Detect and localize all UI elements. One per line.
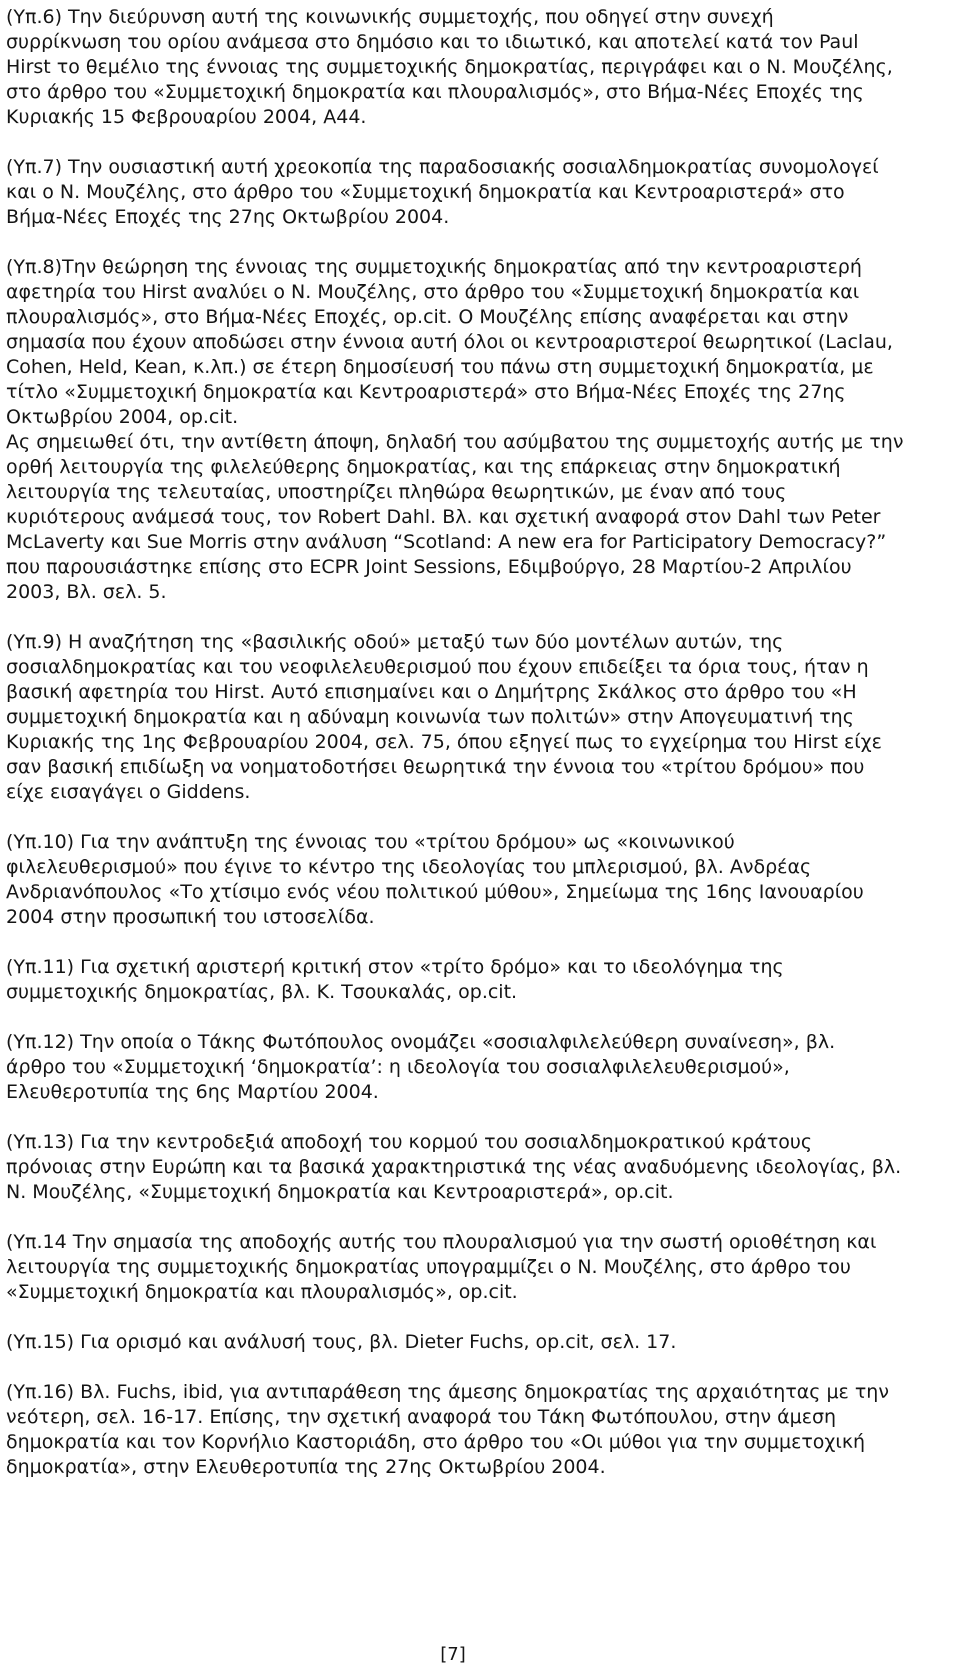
footnote-line: Ας σημειωθεί ότι, την αντίθετη άποψη, δηλαδή του ασύμβατου της συμμετοχής αυτής με την xyxy=(6,430,904,453)
footnote-line: πλουραλισμός», στο Βήμα-Νέες Εποχές, op.cit. Ο Μουζέλης επίσης αναφέρεται και στην xyxy=(6,305,849,328)
footnote-line: Hirst το θεμέλιο της έννοιας της συμμετοχικής δημοκρατίας, περιγράφει και ο Ν. Μουζέλης, xyxy=(6,55,893,78)
footnote-10 xyxy=(6,830,954,930)
footnote-line: 2004 στην προσωπική του ιστοσελίδα. xyxy=(6,905,375,928)
footnote-line: σοσιαλδημοκρατίας και του νεοφιλελευθερισμού που έχουν επιδείξει τα όρια τους, ήταν η xyxy=(6,655,869,678)
footnote-line: συμμετοχικής δημοκρατίας, βλ. Κ. Τσουκαλάς, op.cit. xyxy=(6,980,518,1003)
footnote-6 xyxy=(6,5,954,130)
footnote-11 xyxy=(6,955,954,1005)
footnote-line: (Υπ.7) Την ουσιαστική αυτή χρεοκοπία της παραδοσιακής σοσιαλδημοκρατίας συνομολογεί xyxy=(6,155,879,178)
footnote-line: (Υπ.12) Την οποία ο Τάκης Φωτόπουλος ονομάζει «σοσιαλφιλελεύθερη συναίνεση», βλ. xyxy=(6,1030,836,1053)
footnote-7 xyxy=(6,155,954,230)
footnote-line: Ν. Μουζέλης, «Συμμετοχική δημοκρατία και Κεντροαριστερά», op.cit. xyxy=(6,1180,674,1203)
footnote-line: σημασία που έχουν αποδώσει στην έννοια αυτή όλοι οι κεντροαριστεροί θεωρητικοί (Laclau, xyxy=(6,330,893,353)
footnote-14 xyxy=(6,1230,954,1305)
footnote-line: Οκτωβρίου 2004, op.cit. xyxy=(6,405,239,428)
footnote-line: (Υπ.15) Για ορισμό και ανάλυσή τους, βλ. Dieter Fuchs, op.cit, σελ. 17. xyxy=(6,1330,677,1353)
footnote-line: φιλελευθερισμού» που έγινε το κέντρο της ιδεολογίας του μπλερισμού, βλ. Ανδρέας xyxy=(6,855,812,878)
footnote-line: Κυριακής της 1ης Φεβρουαρίου 2004, σελ. 75, όπου εξηγεί πως το εγχείρημα του Hirst είχε xyxy=(6,730,882,753)
footnote-line: συρρίκνωση του ορίου ανάμεσα στο δημόσιο και το ιδιωτικό, και αποτελεί κατά τον Paul xyxy=(6,30,859,53)
footnote-line: (Υπ.6) Την διεύρυνση αυτή της κοινωνικής συμμετοχής, που οδηγεί στην συνεχή xyxy=(6,5,774,28)
footnote-line: Βήμα-Νέες Εποχές της 27ης Οκτωβρίου 2004. xyxy=(6,205,450,228)
footnote-16 xyxy=(6,1380,954,1480)
footnote-line: (Υπ.11) Για σχετική αριστερή κριτική στον «τρίτο δρόμο» και το ιδεολόγημα της xyxy=(6,955,784,978)
footnote-line: λειτουργία της συμμετοχικής δημοκρατίας υπογραμμίζει ο Ν. Μουζέλης, στο άρθρο του xyxy=(6,1255,851,1278)
footnote-line: «Συμμετοχική δημοκρατία και πλουραλισμός», op.cit. xyxy=(6,1280,518,1303)
footnote-line: 2003, Βλ. σελ. 5. xyxy=(6,580,167,603)
footnote-line: Κυριακής 15 Φεβρουαρίου 2004, Α44. xyxy=(6,105,367,128)
footnote-line: (Υπ.13) Για την κεντροδεξιά αποδοχή του κορμού του σοσιαλδημοκρατικού κράτους xyxy=(6,1130,813,1153)
footnote-line: πρόνοιας στην Ευρώπη και τα βασικά χαρακτηριστικά της νέας αναδυόμενης ιδεολογίας, βλ. xyxy=(6,1155,902,1178)
footnote-line: (Υπ.16) Βλ. Fuchs, ibid, για αντιπαράθεση της άμεσης δημοκρατίας της αρχαιότητας με την xyxy=(6,1380,889,1403)
footnote-line: (Υπ.9) Η αναζήτηση της «βασιλικής οδού» μεταξύ των δύο μοντέλων αυτών, της xyxy=(6,630,784,653)
footnote-8 xyxy=(6,255,954,605)
footnote-line: Cohen, Held, Kean, κ.λπ.) σε έτερη δημοσίευσή του πάνω στη συμμετοχική δημοκρατία, με xyxy=(6,355,874,378)
page-number: [7] xyxy=(440,1644,466,1665)
footnote-9 xyxy=(6,630,954,805)
footnote-13 xyxy=(6,1130,954,1205)
footnote-line: (Υπ.14 Την σημασία της αποδοχής αυτής του πλουραλισμού για την σωστή οριοθέτηση και xyxy=(6,1230,877,1253)
footnote-line: είχε εισαγάγει ο Giddens. xyxy=(6,780,251,803)
footnote-line: στο άρθρο του «Συμμετοχική δημοκρατία και πλουραλισμός», στο Βήμα-Νέες Εποχές της xyxy=(6,80,864,103)
footnote-line: συμμετοχική δημοκρατία και η αδύναμη κοινωνία των πολιτών» στην Απογευματινή της xyxy=(6,705,854,728)
footnote-line: McLaverty και Sue Morris στην ανάλυση “Scotland: A new era for Participatory Democracy?” xyxy=(6,530,887,553)
footnote-line: λειτουργία της τελευταίας, υποστηρίζει πληθώρα θεωρητικών, με έναν από τους xyxy=(6,480,787,503)
footnote-line: δημοκρατία και τον Κορνήλιο Καστοριάδη, στο άρθρο του «Οι μύθοι για την συμμετοχική xyxy=(6,1430,866,1453)
footnote-line: που παρουσιάστηκε επίσης στο ECPR Joint Sessions, Εδιμβούργο, 28 Μαρτίου-2 Απριλίου xyxy=(6,555,852,578)
footnote-line: κυριότερους ανάμεσά τους, τον Robert Dahl. Βλ. και σχετική αναφορά στον Dahl των Peter xyxy=(6,505,881,528)
footnote-line: Ελευθεροτυπία της 6ης Μαρτίου 2004. xyxy=(6,1080,379,1103)
footnote-15 xyxy=(6,1330,954,1355)
footnote-line: σαν βασική επιδίωξη να νοηματοδοτήσει θεωρητικά την έννοια του «τρίτου δρόμου» που xyxy=(6,755,865,778)
footnote-12 xyxy=(6,1030,954,1105)
footnote-line: αφετηρία του Hirst αναλύει ο Ν. Μουζέλης, στο άρθρο του «Συμμετοχική δημοκρατία και xyxy=(6,280,860,303)
footnotes-body xyxy=(6,5,954,1505)
footnote-line: νεότερη, σελ. 16-17. Επίσης, την σχετική αναφορά του Τάκη Φωτόπουλου, στην άμεση xyxy=(6,1405,837,1428)
footnote-line: ορθή λειτουργία της φιλελεύθερης δημοκρατίας, και της επάρκειας στην δημοκρατική xyxy=(6,455,841,478)
footnote-line: (Υπ.10) Για την ανάπτυξη της έννοιας του «τρίτου δρόμου» ως «κοινωνικού xyxy=(6,830,735,853)
footnote-line: δημοκρατία», στην Ελευθεροτυπία της 27ης Οκτωβρίου 2004. xyxy=(6,1455,606,1478)
footnote-line: (Υπ.8)Την θεώρηση της έννοιας της συμμετοχικής δημοκρατίας από την κεντροαριστερή xyxy=(6,255,862,278)
footnote-line: τίτλο «Συμμετοχική δημοκρατία και Κεντροαριστερά» στο Βήμα-Νέες Εποχές της 27ης xyxy=(6,380,846,403)
footnote-line: και ο Ν. Μουζέλης, στο άρθρο του «Συμμετοχική δημοκρατία και Κεντροαριστερά» στο xyxy=(6,180,845,203)
footnote-line: Ανδριανόπουλος «Το χτίσιμο ενός νέου πολιτικού μύθου», Σημείωμα της 16ης Ιανουαρίου xyxy=(6,880,864,903)
footnote-line: βασική αφετηρία του Hirst. Αυτό επισημαίνει και ο Δημήτρης Σκάλκος στο άρθρο του «Η xyxy=(6,680,857,703)
footnote-line: άρθρο του «Συμμετοχική ‘δημοκρατία’: η ιδεολογία του σοσιαλφιλελευθερισμού», xyxy=(6,1055,790,1078)
